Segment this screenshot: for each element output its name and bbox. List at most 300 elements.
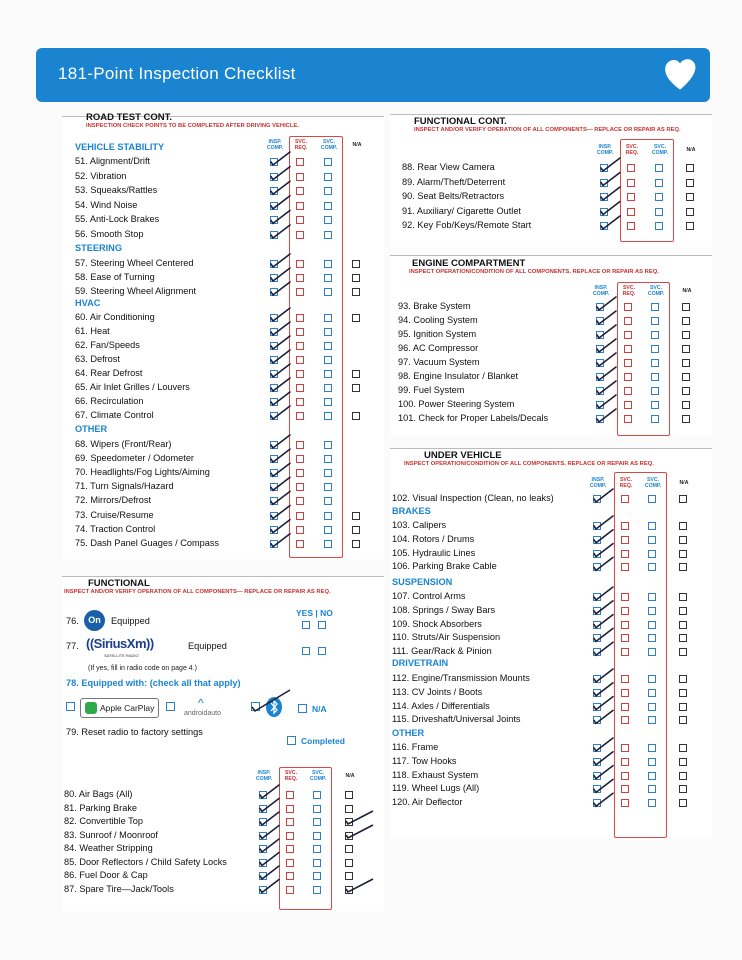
under-vehicle-insp-checkbox-3[interactable] xyxy=(593,536,601,544)
functional-insp-checkbox-0[interactable] xyxy=(259,791,267,799)
road-test-svc-comp-checkbox-2[interactable] xyxy=(324,173,332,181)
under-vehicle-svc-req-checkbox-16[interactable] xyxy=(621,716,629,724)
road-test-na-checkbox-12[interactable] xyxy=(352,314,360,322)
under-vehicle-item-9: 109. Shock Absorbers xyxy=(392,618,482,629)
under-vehicle-na-checkbox-3[interactable] xyxy=(679,536,687,544)
under-vehicle-insp-checkbox-20[interactable] xyxy=(593,772,601,780)
road-test-insp-checkbox-13[interactable] xyxy=(270,328,278,336)
road-test-svc-comp-checkbox-17[interactable] xyxy=(324,384,332,392)
functional-cont-insp-checkbox-2[interactable] xyxy=(600,193,608,201)
engine-svc-comp-checkbox-0[interactable] xyxy=(651,303,659,311)
functional-na-checkbox-1[interactable] xyxy=(345,805,353,813)
functional-cont-svc-req-checkbox-1[interactable] xyxy=(627,179,635,187)
under-vehicle-svc-req-checkbox-22[interactable] xyxy=(621,799,629,807)
road-test-insp-checkbox-8[interactable] xyxy=(270,260,278,268)
functional-svc-req-checkbox-2[interactable] xyxy=(286,818,294,826)
road-test-subtitle: INSPECTION CHECK POINTS TO BE COMPLETED AFTER DRIVING VEHICLE. xyxy=(86,123,299,129)
engine-item-2: 95. Ignition System xyxy=(398,329,477,339)
road-test-insp-checkbox-9[interactable] xyxy=(270,274,278,282)
functional-insp-checkbox-3[interactable] xyxy=(259,832,267,840)
road-test-svc-comp-checkbox-16[interactable] xyxy=(324,370,332,378)
road-test-svc-req-checkbox-18[interactable] xyxy=(296,398,304,406)
functional-cont-svc-comp-checkbox-0[interactable] xyxy=(655,164,663,172)
under-vehicle-insp-checkbox-0[interactable] xyxy=(593,495,601,503)
road-test-insp-checkbox-6[interactable] xyxy=(270,231,278,239)
functional-na-checkbox-3[interactable] xyxy=(345,832,353,840)
engine-na-checkbox-5[interactable] xyxy=(682,373,690,381)
heart-icon xyxy=(662,54,698,96)
functional-insp-checkbox-1[interactable] xyxy=(259,805,267,813)
under-vehicle-svc-req-checkbox-8[interactable] xyxy=(621,607,629,615)
road-test-insp-checkbox-28[interactable] xyxy=(270,540,278,548)
under-vehicle-svc-comp-checkbox-20[interactable] xyxy=(648,772,656,780)
under-vehicle-na-checkbox-13[interactable] xyxy=(679,675,687,683)
road-test-item-18: 66. Recirculation xyxy=(75,396,144,406)
functional-cont-svc-comp-checkbox-3[interactable] xyxy=(655,208,663,216)
under-vehicle-svc-req-checkbox-2[interactable] xyxy=(621,522,629,530)
reset-completed-checkbox[interactable] xyxy=(287,736,296,745)
road-test-svc-req-checkbox-23[interactable] xyxy=(296,469,304,477)
radio-na-checkbox[interactable] xyxy=(298,704,307,713)
road-test-insp-checkbox-26[interactable] xyxy=(270,512,278,520)
yes-checkbox-76[interactable] xyxy=(302,621,310,629)
engine-svc-req-checkbox-8[interactable] xyxy=(624,415,632,423)
road-test-svc-comp-checkbox-12[interactable] xyxy=(324,314,332,322)
functional-cont-insp-checkbox-4[interactable] xyxy=(600,222,608,230)
under-vehicle-insp-checkbox-5[interactable] xyxy=(593,563,601,571)
functional-cont-insp-checkbox-3[interactable] xyxy=(600,208,608,216)
engine-na-checkbox-3[interactable] xyxy=(682,345,690,353)
under-vehicle-svc-req-checkbox-4[interactable] xyxy=(621,550,629,558)
no-checkbox-77[interactable] xyxy=(318,647,326,655)
road-test-na-checkbox-27[interactable] xyxy=(352,526,360,534)
under-vehicle-item-7: 107. Control Arms xyxy=(392,591,466,601)
engine-svc-comp-checkbox-6[interactable] xyxy=(651,387,659,395)
engine-title: ENGINE COMPARTMENT xyxy=(412,258,526,269)
under-vehicle-na-checkbox-22[interactable] xyxy=(679,799,687,807)
road-test-svc-comp-checkbox-27[interactable] xyxy=(324,526,332,534)
functional-cont-svc-req-checkbox-0[interactable] xyxy=(627,164,635,172)
under-vehicle-svc-comp-checkbox-7[interactable] xyxy=(648,593,656,601)
functional-insp-checkbox-6[interactable] xyxy=(259,872,267,880)
road-test-svc-req-checkbox-14[interactable] xyxy=(296,342,304,350)
under-vehicle-svc-req-checkbox-11[interactable] xyxy=(621,648,629,656)
under-vehicle-insp-checkbox-9[interactable] xyxy=(593,621,601,629)
road-test-svc-comp-checkbox-9[interactable] xyxy=(324,274,332,282)
functional-svc-comp-checkbox-3[interactable] xyxy=(313,832,321,840)
road-test-item-1: 51. Alignment/Drift xyxy=(75,156,151,166)
functional-svc-req-checkbox-1[interactable] xyxy=(286,805,294,813)
road-test-svc-comp-checkbox-15[interactable] xyxy=(324,356,332,364)
engine-insp-checkbox-1[interactable] xyxy=(596,317,604,325)
under-vehicle-subtitle: INSPECT OPERATION/CONDITION OF ALL COMPONENTS, REPLACE OR REPAIR AS REQ. xyxy=(404,461,654,467)
under-vehicle-na-checkbox-18[interactable] xyxy=(679,744,687,752)
siriusxm-logo-sub: SATELLITE RADIO xyxy=(104,653,139,658)
road-test-svc-req-checkbox-2[interactable] xyxy=(296,173,304,181)
road-test-insp-checkbox-16[interactable] xyxy=(270,370,278,378)
carplay-badge xyxy=(80,698,159,718)
under-vehicle-svc-req-checkbox-14[interactable] xyxy=(621,689,629,697)
under-vehicle-svc-comp-checkbox-0[interactable] xyxy=(648,495,656,503)
road-test-na-checkbox-17[interactable] xyxy=(352,384,360,392)
road-test-insp-checkbox-1[interactable] xyxy=(270,158,278,166)
engine-na-checkbox-2[interactable] xyxy=(682,331,690,339)
road-test-insp-checkbox-25[interactable] xyxy=(270,497,278,505)
road-test-svc-req-checkbox-27[interactable] xyxy=(296,526,304,534)
road-test-svc-req-checkbox-15[interactable] xyxy=(296,356,304,364)
under-vehicle-svc-comp-checkbox-8[interactable] xyxy=(648,607,656,615)
functional-na-checkbox-6[interactable] xyxy=(345,872,353,880)
under-vehicle-svc-comp-checkbox-19[interactable] xyxy=(648,758,656,766)
road-test-svc-comp-checkbox-19[interactable] xyxy=(324,412,332,420)
road-test-insp-checkbox-18[interactable] xyxy=(270,398,278,406)
under-vehicle-item-11: 111. Gear/Rack & Pinion xyxy=(392,646,492,657)
road-test-insp-checkbox-19[interactable] xyxy=(270,412,278,420)
engine-col-na: N/A xyxy=(682,288,692,294)
functional-na-checkbox-0[interactable] xyxy=(345,791,353,799)
under-vehicle-svc-comp-checkbox-18[interactable] xyxy=(648,744,656,752)
functional-col-svc-comp: SVC. COMP. xyxy=(309,770,327,782)
road-test-item-6: 56. Smooth Stop xyxy=(75,229,144,239)
under-vehicle-item-14: 113. CV Joints / Boots xyxy=(392,686,483,697)
engine-svc-comp-checkbox-1[interactable] xyxy=(651,317,659,325)
road-test-na-checkbox-10[interactable] xyxy=(352,288,360,296)
functional-item-0: 80. Air Bags (All) xyxy=(64,789,133,799)
road-test-insp-checkbox-14[interactable] xyxy=(270,342,278,350)
under-vehicle-col-na: N/A xyxy=(679,480,689,486)
under-vehicle-svc-req-checkbox-13[interactable] xyxy=(621,675,629,683)
under-vehicle-na-checkbox-9[interactable] xyxy=(679,621,687,629)
road-test-item-15: 63. Defrost xyxy=(75,354,120,364)
under-vehicle-col-svc-comp: SVC. COMP. xyxy=(644,477,662,489)
under-vehicle-item-22: 120. Air Deflector xyxy=(392,797,463,808)
road-test-svc-req-checkbox-4[interactable] xyxy=(296,202,304,210)
radio-na-label: N/A xyxy=(312,704,327,714)
engine-svc-comp-checkbox-7[interactable] xyxy=(651,401,659,409)
road-test-svc-comp-checkbox-5[interactable] xyxy=(324,216,332,224)
road-test-item-5: 55. Anti-Lock Brakes xyxy=(75,214,160,225)
road-test-svc-comp-checkbox-6[interactable] xyxy=(324,231,332,239)
under-vehicle-svc-req-checkbox-20[interactable] xyxy=(621,772,629,780)
functional-cont-svc-comp-checkbox-4[interactable] xyxy=(655,222,663,230)
under-vehicle-insp-checkbox-14[interactable] xyxy=(593,689,601,697)
functional-svc-req-checkbox-4[interactable] xyxy=(286,845,294,853)
functional-cont-na-checkbox-4[interactable] xyxy=(686,222,694,230)
under-vehicle-svc-comp-checkbox-10[interactable] xyxy=(648,634,656,642)
under-vehicle-na-checkbox-19[interactable] xyxy=(679,758,687,766)
road-test-na-checkbox-26[interactable] xyxy=(352,512,360,520)
engine-item-7: 100. Power Steering System xyxy=(398,399,515,409)
under-vehicle-insp-checkbox-8[interactable] xyxy=(593,607,601,615)
functional-cont-na-checkbox-0[interactable] xyxy=(686,164,694,172)
engine-svc-req-checkbox-6[interactable] xyxy=(624,387,632,395)
item-77-label: Equipped xyxy=(188,641,227,651)
engine-na-checkbox-0[interactable] xyxy=(682,303,690,311)
road-test-svc-req-checkbox-26[interactable] xyxy=(296,512,304,520)
under-vehicle-svc-comp-checkbox-11[interactable] xyxy=(648,648,656,656)
under-vehicle-na-checkbox-2[interactable] xyxy=(679,522,687,530)
road-test-svc-comp-checkbox-23[interactable] xyxy=(324,469,332,477)
road-test-insp-checkbox-5[interactable] xyxy=(270,216,278,224)
functional-cont-insp-checkbox-1[interactable] xyxy=(600,179,608,187)
functional-svc-comp-checkbox-7[interactable] xyxy=(313,886,321,894)
road-test-svc-comp-checkbox-1[interactable] xyxy=(324,158,332,166)
under-vehicle-insp-checkbox-19[interactable] xyxy=(593,758,601,766)
under-vehicle-item-10: 110. Struts/Air Suspension xyxy=(392,632,501,643)
road-test-insp-checkbox-3[interactable] xyxy=(270,187,278,195)
engine-insp-checkbox-6[interactable] xyxy=(596,387,604,395)
road-test-svc-comp-checkbox-24[interactable] xyxy=(324,483,332,491)
road-test-svc-comp-checkbox-26[interactable] xyxy=(324,512,332,520)
road-test-insp-checkbox-4[interactable] xyxy=(270,202,278,210)
under-vehicle-svc-comp-checkbox-4[interactable] xyxy=(648,550,656,558)
engine-svc-req-checkbox-2[interactable] xyxy=(624,331,632,339)
road-test-svc-req-checkbox-22[interactable] xyxy=(296,455,304,463)
carplay-checkbox[interactable] xyxy=(66,702,75,711)
engine-na-checkbox-6[interactable] xyxy=(682,387,690,395)
bluetooth-checkbox[interactable] xyxy=(251,702,260,711)
under-vehicle-na-checkbox-14[interactable] xyxy=(679,689,687,697)
android-auto-checkbox[interactable] xyxy=(166,702,175,711)
road-test-svc-req-checkbox-19[interactable] xyxy=(296,412,304,420)
road-test-svc-comp-checkbox-21[interactable] xyxy=(324,441,332,449)
road-test-na-checkbox-16[interactable] xyxy=(352,370,360,378)
functional-svc-comp-checkbox-2[interactable] xyxy=(313,818,321,826)
engine-col-svc-req: SVC. REQ. xyxy=(622,285,636,297)
under-vehicle-svc-comp-checkbox-14[interactable] xyxy=(648,689,656,697)
under-vehicle-svc-comp-checkbox-15[interactable] xyxy=(648,703,656,711)
road-test-svc-req-checkbox-3[interactable] xyxy=(296,187,304,195)
engine-col-svc-comp: SVC. COMP. xyxy=(647,285,665,297)
yes-checkbox-77[interactable] xyxy=(302,647,310,655)
engine-insp-checkbox-0[interactable] xyxy=(596,303,604,311)
under-vehicle-na-checkbox-7[interactable] xyxy=(679,593,687,601)
road-test-svc-req-checkbox-16[interactable] xyxy=(296,370,304,378)
engine-svc-req-checkbox-7[interactable] xyxy=(624,401,632,409)
functional-insp-checkbox-7[interactable] xyxy=(259,886,267,894)
functional-cont-na-checkbox-3[interactable] xyxy=(686,208,694,216)
road-test-svc-req-checkbox-6[interactable] xyxy=(296,231,304,239)
functional-svc-comp-checkbox-4[interactable] xyxy=(313,845,321,853)
under-vehicle-na-checkbox-11[interactable] xyxy=(679,648,687,656)
functional-cont-na-checkbox-2[interactable] xyxy=(686,193,694,201)
under-vehicle-na-checkbox-8[interactable] xyxy=(679,607,687,615)
road-test-insp-checkbox-15[interactable] xyxy=(270,356,278,364)
engine-col-insp: INSP. COMP. xyxy=(592,285,610,297)
functional-cont-col-na: N/A xyxy=(686,147,696,153)
engine-svc-req-checkbox-3[interactable] xyxy=(624,345,632,353)
under-vehicle-insp-checkbox-2[interactable] xyxy=(593,522,601,530)
under-vehicle-svc-req-checkbox-19[interactable] xyxy=(621,758,629,766)
road-test-insp-checkbox-10[interactable] xyxy=(270,288,278,296)
under-vehicle-insp-checkbox-7[interactable] xyxy=(593,593,601,601)
functional-na-checkbox-2[interactable] xyxy=(345,818,353,826)
under-vehicle-insp-checkbox-15[interactable] xyxy=(593,703,601,711)
functional-cont-svc-req-checkbox-2[interactable] xyxy=(627,193,635,201)
under-vehicle-svc-req-checkbox-15[interactable] xyxy=(621,703,629,711)
under-vehicle-svc-comp-checkbox-21[interactable] xyxy=(648,785,656,793)
road-test-insp-checkbox-23[interactable] xyxy=(270,469,278,477)
functional-cont-item-4: 92. Key Fob/Keys/Remote Start xyxy=(402,220,532,230)
under-vehicle-na-checkbox-5[interactable] xyxy=(679,563,687,571)
road-test-item-24: 71. Turn Signals/Hazard xyxy=(75,481,174,492)
under-vehicle-svc-comp-checkbox-3[interactable] xyxy=(648,536,656,544)
functional-svc-req-checkbox-7[interactable] xyxy=(286,886,294,894)
engine-svc-comp-checkbox-5[interactable] xyxy=(651,373,659,381)
road-test-insp-checkbox-2[interactable] xyxy=(270,173,278,181)
engine-svc-comp-checkbox-8[interactable] xyxy=(651,415,659,423)
under-vehicle-title: UNDER VEHICLE xyxy=(424,450,502,461)
functional-svc-req-checkbox-6[interactable] xyxy=(286,872,294,880)
under-vehicle-na-checkbox-15[interactable] xyxy=(679,703,687,711)
engine-svc-comp-checkbox-2[interactable] xyxy=(651,331,659,339)
engine-svc-req-checkbox-1[interactable] xyxy=(624,317,632,325)
under-vehicle-svc-req-checkbox-9[interactable] xyxy=(621,621,629,629)
engine-na-checkbox-1[interactable] xyxy=(682,317,690,325)
road-test-item-27: 74. Traction Control xyxy=(75,523,156,534)
functional-cont-svc-comp-checkbox-2[interactable] xyxy=(655,193,663,201)
road-test-svc-comp-checkbox-8[interactable] xyxy=(324,260,332,268)
under-vehicle-insp-checkbox-22[interactable] xyxy=(593,799,601,807)
under-vehicle-svc-req-checkbox-0[interactable] xyxy=(621,495,629,503)
functional-na-checkbox-7[interactable] xyxy=(345,886,353,894)
engine-svc-comp-checkbox-3[interactable] xyxy=(651,345,659,353)
road-test-svc-req-checkbox-24[interactable] xyxy=(296,483,304,491)
road-test-svc-req-checkbox-1[interactable] xyxy=(296,158,304,166)
under-vehicle-svc-req-checkbox-18[interactable] xyxy=(621,744,629,752)
road-test-insp-checkbox-21[interactable] xyxy=(270,441,278,449)
road-test-insp-checkbox-27[interactable] xyxy=(270,526,278,534)
functional-insp-checkbox-5[interactable] xyxy=(259,859,267,867)
engine-na-checkbox-8[interactable] xyxy=(682,415,690,423)
engine-na-checkbox-4[interactable] xyxy=(682,359,690,367)
road-test-svc-comp-checkbox-4[interactable] xyxy=(324,202,332,210)
road-test-na-checkbox-28[interactable] xyxy=(352,540,360,548)
under-vehicle-insp-checkbox-21[interactable] xyxy=(593,785,601,793)
under-vehicle-na-checkbox-16[interactable] xyxy=(679,716,687,724)
functional-svc-comp-checkbox-6[interactable] xyxy=(313,872,321,880)
functional-svc-comp-checkbox-1[interactable] xyxy=(313,805,321,813)
road-test-svc-req-checkbox-10[interactable] xyxy=(296,288,304,296)
road-test-svc-req-checkbox-13[interactable] xyxy=(296,328,304,336)
functional-cont-na-checkbox-1[interactable] xyxy=(686,179,694,187)
under-vehicle-insp-checkbox-16[interactable] xyxy=(593,716,601,724)
under-vehicle-svc-req-checkbox-3[interactable] xyxy=(621,536,629,544)
under-vehicle-insp-checkbox-13[interactable] xyxy=(593,675,601,683)
functional-cont-svc-comp-checkbox-1[interactable] xyxy=(655,179,663,187)
under-vehicle-insp-checkbox-10[interactable] xyxy=(593,634,601,642)
road-test-svc-req-checkbox-5[interactable] xyxy=(296,216,304,224)
functional-svc-comp-checkbox-0[interactable] xyxy=(313,791,321,799)
road-test-svc-req-checkbox-28[interactable] xyxy=(296,540,304,548)
road-test-svc-req-checkbox-17[interactable] xyxy=(296,384,304,392)
road-test-insp-checkbox-17[interactable] xyxy=(270,384,278,392)
functional-insp-checkbox-4[interactable] xyxy=(259,845,267,853)
road-test-item-23: 70. Headlights/Fog Lights/Aiming xyxy=(75,467,210,478)
functional-svc-req-checkbox-3[interactable] xyxy=(286,832,294,840)
functional-cont-svc-req-checkbox-3[interactable] xyxy=(627,208,635,216)
engine-insp-checkbox-5[interactable] xyxy=(596,373,604,381)
engine-svc-req-checkbox-5[interactable] xyxy=(624,373,632,381)
under-vehicle-svc-comp-checkbox-22[interactable] xyxy=(648,799,656,807)
road-test-svc-comp-checkbox-18[interactable] xyxy=(324,398,332,406)
road-test-na-checkbox-19[interactable] xyxy=(352,412,360,420)
road-test-svc-comp-checkbox-10[interactable] xyxy=(324,288,332,296)
engine-na-checkbox-7[interactable] xyxy=(682,401,690,409)
under-vehicle-na-checkbox-0[interactable] xyxy=(679,495,687,503)
engine-subtitle: INSPECT OPERATION/CONDITION OF ALL COMPONENTS, REPLACE OR REPAIR AS REQ. xyxy=(409,269,659,275)
functional-svc-req-checkbox-0[interactable] xyxy=(286,791,294,799)
functional-cont-insp-checkbox-0[interactable] xyxy=(600,164,608,172)
road-test-title: ROAD TEST CONT. xyxy=(86,112,173,123)
under-vehicle-svc-req-checkbox-21[interactable] xyxy=(621,785,629,793)
road-test-svc-req-checkbox-25[interactable] xyxy=(296,497,304,505)
road-test-svc-comp-checkbox-13[interactable] xyxy=(324,328,332,336)
under-vehicle-svc-comp-checkbox-5[interactable] xyxy=(648,563,656,571)
road-test-insp-checkbox-24[interactable] xyxy=(270,483,278,491)
road-test-svc-comp-checkbox-22[interactable] xyxy=(324,455,332,463)
functional-cont-svc-req-checkbox-4[interactable] xyxy=(627,222,635,230)
under-vehicle-insp-checkbox-18[interactable] xyxy=(593,744,601,752)
road-test-svc-comp-checkbox-14[interactable] xyxy=(324,342,332,350)
road-test-svc-req-checkbox-8[interactable] xyxy=(296,260,304,268)
engine-insp-checkbox-8[interactable] xyxy=(596,415,604,423)
engine-svc-comp-checkbox-4[interactable] xyxy=(651,359,659,367)
road-test-svc-comp-checkbox-28[interactable] xyxy=(324,540,332,548)
engine-svc-req-checkbox-0[interactable] xyxy=(624,303,632,311)
road-test-svc-comp-checkbox-3[interactable] xyxy=(324,187,332,195)
engine-insp-checkbox-4[interactable] xyxy=(596,359,604,367)
functional-insp-checkbox-2[interactable] xyxy=(259,818,267,826)
under-vehicle-insp-checkbox-11[interactable] xyxy=(593,648,601,656)
under-vehicle-svc-comp-checkbox-16[interactable] xyxy=(648,716,656,724)
under-vehicle-na-checkbox-10[interactable] xyxy=(679,634,687,642)
under-vehicle-item-15: 114. Axles / Differentials xyxy=(392,700,490,711)
road-test-group-20: OTHER xyxy=(75,424,108,434)
under-vehicle-svc-req-checkbox-5[interactable] xyxy=(621,563,629,571)
functional-svc-comp-checkbox-5[interactable] xyxy=(313,859,321,867)
road-test-insp-checkbox-22[interactable] xyxy=(270,455,278,463)
road-test-insp-checkbox-12[interactable] xyxy=(270,314,278,322)
under-vehicle-svc-req-checkbox-7[interactable] xyxy=(621,593,629,601)
under-vehicle-na-checkbox-4[interactable] xyxy=(679,550,687,558)
engine-insp-checkbox-2[interactable] xyxy=(596,331,604,339)
under-vehicle-na-checkbox-21[interactable] xyxy=(679,785,687,793)
road-test-svc-req-checkbox-9[interactable] xyxy=(296,274,304,282)
under-vehicle-insp-checkbox-4[interactable] xyxy=(593,550,601,558)
under-vehicle-svc-comp-checkbox-13[interactable] xyxy=(648,675,656,683)
under-vehicle-svc-req-checkbox-10[interactable] xyxy=(621,634,629,642)
road-test-na-checkbox-9[interactable] xyxy=(352,274,360,282)
road-test-item-13: 61. Heat xyxy=(75,326,110,336)
road-test-na-checkbox-8[interactable] xyxy=(352,260,360,268)
engine-item-5: 98. Engine Insulator / Blanket xyxy=(398,371,519,381)
under-vehicle-na-checkbox-20[interactable] xyxy=(679,772,687,780)
functional-na-checkbox-5[interactable] xyxy=(345,859,353,867)
engine-insp-checkbox-3[interactable] xyxy=(596,345,604,353)
no-checkbox-76[interactable] xyxy=(318,621,326,629)
functional-cont-item-1: 89. Alarm/Theft/Deterrent xyxy=(402,176,506,187)
functional-na-checkbox-4[interactable] xyxy=(345,845,353,853)
under-vehicle-svc-comp-checkbox-9[interactable] xyxy=(648,621,656,629)
engine-svc-req-checkbox-4[interactable] xyxy=(624,359,632,367)
road-test-svc-req-checkbox-12[interactable] xyxy=(296,314,304,322)
functional-svc-req-checkbox-5[interactable] xyxy=(286,859,294,867)
road-test-svc-req-checkbox-21[interactable] xyxy=(296,441,304,449)
engine-insp-checkbox-7[interactable] xyxy=(596,401,604,409)
under-vehicle-svc-comp-checkbox-2[interactable] xyxy=(648,522,656,530)
road-test-svc-comp-checkbox-25[interactable] xyxy=(324,497,332,505)
